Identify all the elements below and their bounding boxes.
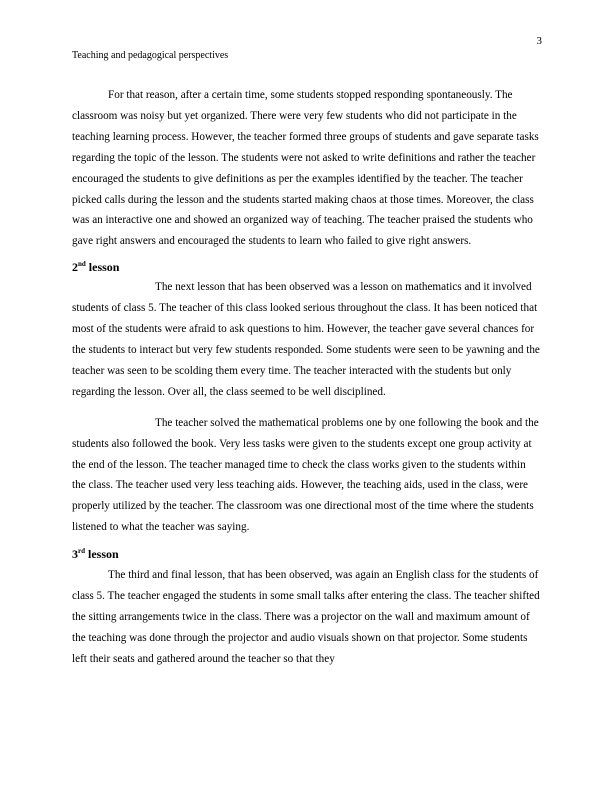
paragraph: For that reason, after a certain time, some students stopped responding spontaneously. The classroom was noisy but yet organized. There were very few students who did not participate in the teaching learning process. However, the teacher formed three groups of students and gave separate tasks regarding the topic of the lesson. The students were not asked to write definitions and rather the teacher encouraged the students to give definitions as per the examples identified by the teacher. The teacher picked calls during the lesson and the students started making chaos at those times. Moreover, the class was an interactive one and showed an organized way of teaching. The teacher praised the students who gave right answers and encouraged the students to learn who failed to give right answers. (72, 89, 539, 248)
running-head: Teaching and pedagogical perspectives (72, 50, 229, 61)
paragraph: The next lesson that has been observed was a lesson on mathematics and it involved students of class 5. The teacher of this class looked serious throughout the class. It has been noticed that most of the students were afraid to ask questions to him. However, the teacher gave several chances for the students to interact but very few students responded. Some students were seen to be yawning and the teacher was seen to be scolding them every time. The teacher interacted with the students but only regarding the lesson. Over all, the class seemed to be well disciplined. (72, 281, 540, 398)
heading-ordinal-suffix: nd (78, 260, 86, 269)
heading-text: lesson (88, 547, 119, 562)
heading-ordinal-suffix: rd (78, 547, 85, 556)
heading-text: lesson (88, 260, 120, 275)
document-body (72, 85, 540, 670)
paragraph: The teacher solved the mathematical problems one by one following the book and the students also followed the book. Very less tasks were given to the students except one group activity at the end of the lesson. The teacher managed time to check the class works given to the students within the class. The teacher used very less teaching aids. However, the teaching aids, used in the class, were properly utilized by the teacher. The classroom was one directional most of the time where the students listened to what the teacher was saying. (72, 416, 539, 534)
page-number: 3 (536, 35, 542, 47)
paragraph: The third and final lesson, that has been observed, was again an English class for the students of class 5. The teacher engaged the students in some small talks after entering the class. The teacher shifted the sitting arrangements twice in the class. There was a projector on the wall and maximum amount of the teaching was done through the projector and audio visuals shown on that projector. Some students left their seats and gathered around the teacher so that they (72, 569, 540, 665)
heading-number: 3 (72, 547, 78, 562)
section-heading-2nd-lesson (72, 260, 540, 275)
heading-number: 2 (72, 260, 78, 275)
section-heading-3rd-lesson (72, 547, 540, 562)
